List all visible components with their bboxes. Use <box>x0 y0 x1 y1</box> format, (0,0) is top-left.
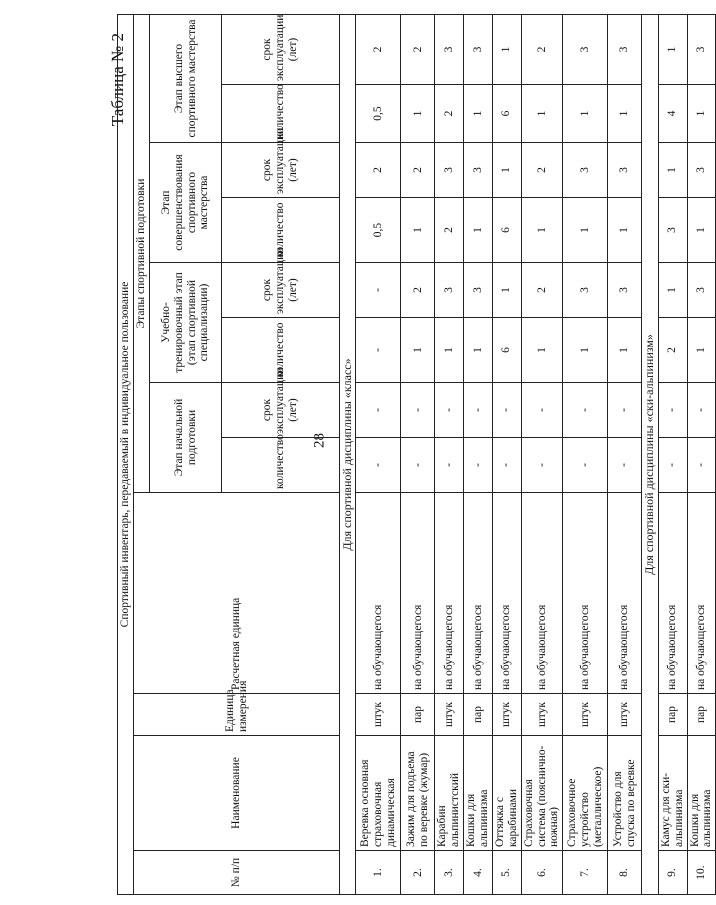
section-row <box>340 14 356 894</box>
cell-value: 3 <box>464 263 493 318</box>
cell-value: 1 <box>521 85 563 143</box>
row-unit: штук <box>492 694 521 736</box>
cell-value: 3 <box>464 14 493 84</box>
row-no: 4. <box>464 851 493 895</box>
row-no: 6. <box>521 851 563 895</box>
cell-value: 3 <box>658 198 687 263</box>
row-name: Зажим для подъема по веревке (жумар) <box>401 736 435 851</box>
row-name: Оттяжка с карабинами <box>492 736 521 851</box>
page-number: 28 <box>311 433 328 448</box>
cell-value: 4 <box>658 85 687 143</box>
table-row <box>521 14 563 894</box>
row-unit: штук <box>608 694 642 736</box>
cell-value: 6 <box>492 198 521 263</box>
row-no: 8. <box>608 851 642 895</box>
cell-value: 3 <box>563 263 608 318</box>
row-unit: пар <box>464 694 493 736</box>
table-row <box>492 14 521 894</box>
row-name: Страховочная система (пояснично-ножная) <box>521 736 563 851</box>
row-name: Устройство для спуска по веревке <box>608 736 642 851</box>
table-row <box>435 14 464 894</box>
cell-value: - <box>356 318 401 383</box>
row-no: 10. <box>687 851 716 895</box>
cell-value: 3 <box>608 14 642 84</box>
cell-value: 3 <box>435 143 464 198</box>
cell-value: - <box>435 383 464 438</box>
header-qty: количество <box>222 318 340 383</box>
row-name: Кошки для альпинизма <box>464 736 493 851</box>
header-row-stages <box>134 14 150 894</box>
row-calc: на обучающегося <box>492 493 521 694</box>
cell-value: - <box>401 383 435 438</box>
cell-value: 3 <box>687 14 716 84</box>
table-row <box>401 14 435 894</box>
header-qty: количество <box>222 198 340 263</box>
cell-value: - <box>521 383 563 438</box>
cell-value: 3 <box>435 14 464 84</box>
section-row <box>642 14 658 894</box>
table-label: Таблица № 2 <box>108 33 127 127</box>
cell-value: 6 <box>492 85 521 143</box>
header-name: Наименование <box>134 736 340 851</box>
row-calc: на обучающегося <box>401 493 435 694</box>
header-term: срок эксплуатации (лет) <box>222 383 340 438</box>
cell-value: - <box>356 438 401 493</box>
cell-value: 0,5 <box>356 85 401 143</box>
cell-value: 2 <box>356 14 401 84</box>
cell-value: 1 <box>464 198 493 263</box>
cell-value: - <box>687 438 716 493</box>
cell-value: - <box>401 438 435 493</box>
cell-value: 3 <box>435 263 464 318</box>
cell-value: 3 <box>608 263 642 318</box>
row-no: 9. <box>658 851 687 895</box>
row-unit: пар <box>401 694 435 736</box>
cell-value: 1 <box>608 318 642 383</box>
header-unit: Единица измерения <box>134 694 340 736</box>
row-calc: на обучающегося <box>658 493 687 694</box>
cell-value: - <box>521 438 563 493</box>
cell-value: - <box>658 438 687 493</box>
equipment-table <box>117 14 716 895</box>
row-calc: на обучающегося <box>608 493 642 694</box>
header-stages-group: Этапы спортивной подготовки <box>134 14 150 492</box>
row-unit: штук <box>521 694 563 736</box>
row-name: Карабин альпинистский <box>435 736 464 851</box>
row-unit: пар <box>687 694 716 736</box>
cell-value: 1 <box>687 318 716 383</box>
cell-value: 3 <box>608 143 642 198</box>
cell-value: 1 <box>563 85 608 143</box>
row-unit: пар <box>658 694 687 736</box>
row-unit: штук <box>435 694 464 736</box>
cell-value: - <box>687 383 716 438</box>
cell-value: - <box>435 438 464 493</box>
cell-value: 1 <box>464 318 493 383</box>
cell-value: - <box>563 438 608 493</box>
row-no: 2. <box>401 851 435 895</box>
row-calc: на обучающегося <box>521 493 563 694</box>
cell-value: 2 <box>435 198 464 263</box>
cell-value: 2 <box>658 318 687 383</box>
cell-value: - <box>658 383 687 438</box>
cell-value: 1 <box>492 14 521 84</box>
cell-value: 2 <box>521 263 563 318</box>
cell-value: 1 <box>521 318 563 383</box>
cell-value: 1 <box>563 198 608 263</box>
row-calc: на обучающегося <box>356 493 401 694</box>
header-term: срок эксплуатации (лет) <box>222 14 340 84</box>
cell-value: 0,5 <box>356 198 401 263</box>
cell-value: - <box>608 383 642 438</box>
row-calc: на обучающегося <box>435 493 464 694</box>
header-qty: количество <box>222 438 340 493</box>
header-calc: Расчетная единица <box>134 493 340 694</box>
cell-value: 2 <box>401 143 435 198</box>
row-unit: штук <box>563 694 608 736</box>
row-calc: на обучающегося <box>464 493 493 694</box>
cell-value: - <box>356 263 401 318</box>
row-name: Веревка основная страховочная динамическая <box>356 736 401 851</box>
cell-value: - <box>608 438 642 493</box>
cell-value: 1 <box>687 198 716 263</box>
row-unit: штук <box>356 694 401 736</box>
row-name: Камус для ски-альпинизма <box>658 736 687 851</box>
row-calc: на обучающегося <box>563 493 608 694</box>
rotated-page <box>100 14 714 895</box>
cell-value: 3 <box>464 143 493 198</box>
cell-value: 1 <box>401 85 435 143</box>
table-row <box>658 14 687 894</box>
cell-value: 1 <box>658 143 687 198</box>
header-stage-4: Этап высшего спортивного мастерства <box>150 14 222 142</box>
table-row <box>687 14 716 894</box>
cell-value: 1 <box>492 143 521 198</box>
cell-value: 2 <box>435 85 464 143</box>
cell-value: 3 <box>563 143 608 198</box>
row-no: 7. <box>563 851 608 895</box>
cell-value: - <box>464 438 493 493</box>
cell-value: 1 <box>658 263 687 318</box>
cell-value: 1 <box>492 263 521 318</box>
header-term: срок эксплуатации (лет) <box>222 143 340 198</box>
cell-value: - <box>563 383 608 438</box>
row-calc: на обучающегося <box>687 493 716 694</box>
header-top: Спортивный инвентарь, передаваемый в индивидуальное пользование <box>118 14 134 894</box>
header-qty: количество <box>222 85 340 143</box>
cell-value: 3 <box>687 263 716 318</box>
cell-value: - <box>492 438 521 493</box>
row-name: Страховочное устройство (металлическое) <box>563 736 608 851</box>
row-no: 1. <box>356 851 401 895</box>
cell-value: 2 <box>356 143 401 198</box>
cell-value: 1 <box>687 85 716 143</box>
cell-value: 1 <box>401 198 435 263</box>
header-term: срок эксплуатации (лет) <box>222 263 340 318</box>
cell-value: 1 <box>608 85 642 143</box>
cell-value: 1 <box>608 198 642 263</box>
cell-value: 2 <box>401 14 435 84</box>
row-name: Кошки для альпинизма <box>687 736 716 851</box>
table-row <box>563 14 608 894</box>
cell-value: - <box>356 383 401 438</box>
cell-value: 1 <box>521 198 563 263</box>
cell-value: 2 <box>521 14 563 84</box>
cell-value: - <box>464 383 493 438</box>
table-row <box>608 14 642 894</box>
row-no: 5. <box>492 851 521 895</box>
header-no: № п/п <box>134 851 340 895</box>
table-row <box>356 14 401 894</box>
cell-value: 1 <box>464 85 493 143</box>
table-row <box>464 14 493 894</box>
cell-value: 1 <box>401 318 435 383</box>
row-no: 3. <box>435 851 464 895</box>
section-title: Для спортивной дисциплины «класс» <box>340 14 356 894</box>
cell-value: 3 <box>687 143 716 198</box>
cell-value: 1 <box>658 14 687 84</box>
cell-value: 1 <box>435 318 464 383</box>
cell-value: 2 <box>521 143 563 198</box>
cell-value: 6 <box>492 318 521 383</box>
cell-value: 2 <box>401 263 435 318</box>
section-title: Для спортивной дисциплины «ски-альпинизм» <box>642 14 658 894</box>
header-stage-1: Этап начальной подготовки <box>150 383 222 493</box>
header-row-title <box>118 14 134 894</box>
header-stage-2: Учебно-тренировочный этап (этап спортивной специализации) <box>150 263 222 383</box>
cell-value: - <box>492 383 521 438</box>
cell-value: 3 <box>563 14 608 84</box>
cell-value: 1 <box>563 318 608 383</box>
header-stage-3: Этап совершенствования спортивного мастерства <box>150 143 222 263</box>
